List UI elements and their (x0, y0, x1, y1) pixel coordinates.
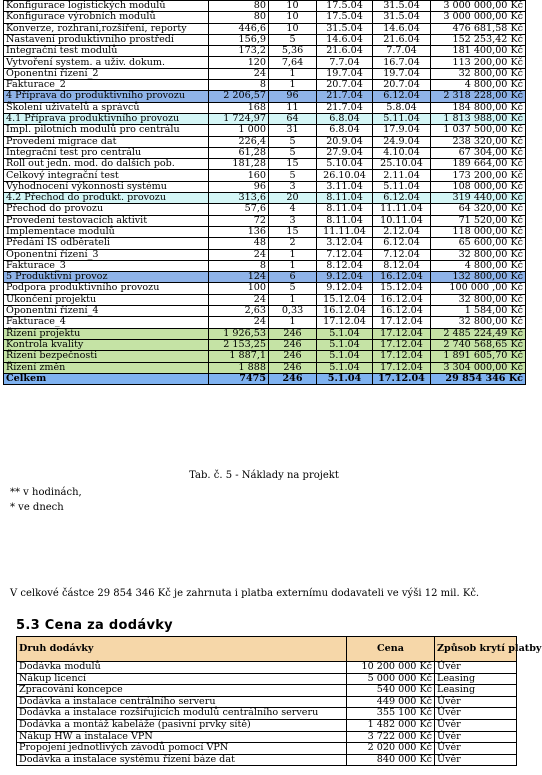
cost-cell: 4 800,00 Kč (431, 80, 526, 91)
table-row (4, 181, 526, 192)
task-name-cell: Školení uživatelů a správců (4, 102, 209, 113)
days-cell: 31 (269, 125, 317, 136)
hours-cell: 1 926,53 (209, 328, 269, 339)
days-cell: 10 (269, 12, 317, 23)
cost-cell: 2 318 228,00 Kč (431, 91, 526, 102)
start-date-cell: 27.9.04 (317, 147, 373, 158)
cost-cell: 3 000 000,00 Kč (431, 1, 526, 12)
days-cell: 3 (269, 215, 317, 226)
days-cell: 10 (269, 1, 317, 12)
days-cell: 1 (269, 260, 317, 271)
task-name-cell: Implementace modulů (4, 226, 209, 237)
hours-cell: 24 (209, 317, 269, 328)
start-date-cell: 21.7.04 (317, 91, 373, 102)
table-row (4, 238, 526, 249)
start-date-cell: 8.11.04 (317, 193, 373, 204)
end-date-cell: 19.7.04 (373, 68, 431, 79)
task-name-cell: Podpora produktivního provozu (4, 283, 209, 294)
start-date-cell: 5.1.04 (317, 339, 373, 350)
hours-cell: 48 (209, 238, 269, 249)
days-cell: 20 (269, 193, 317, 204)
supply-type-cell: Nákup HW a instalace VPN (17, 731, 347, 743)
cost-cell: 189 664,00 Kč (431, 159, 526, 170)
table-row (4, 102, 526, 113)
cost-cell: 118 000,00 Kč (431, 226, 526, 237)
payment-method-cell: Leasing (435, 673, 517, 685)
supply-price-cell: 840 000 Kč (347, 754, 435, 766)
days-cell: 5,36 (269, 46, 317, 57)
hours-cell: 124 (209, 272, 269, 283)
supply-price-cell: 10 200 000 Kč (347, 662, 435, 674)
cost-cell: 32 800,00 Kč (431, 317, 526, 328)
cost-cell: 2 485 224,49 Kč (431, 328, 526, 339)
header-supply-type: Druh dodávky (17, 637, 347, 662)
task-name-cell: 4.2 Přechod do produkt. provozu (4, 193, 209, 204)
task-name-cell: Konfigurace výrobních modulů (4, 12, 209, 23)
payment-method-cell: Úvěr (435, 731, 517, 743)
cost-cell: 1 891 605,70 Kč (431, 351, 526, 362)
task-name-cell: Provedení migrace dat (4, 136, 209, 147)
task-name-cell: Řízení změn (4, 362, 209, 373)
task-name-cell: Provedení testovacích aktivit (4, 215, 209, 226)
cost-cell: 2 740 568,65 Kč (431, 339, 526, 350)
days-cell: 246 (269, 339, 317, 350)
cost-cell: 184 800,00 Kč (431, 102, 526, 113)
start-date-cell: 14.6.04 (317, 34, 373, 45)
end-date-cell: 7.7.04 (373, 46, 431, 57)
start-date-cell: 15.12.04 (317, 294, 373, 305)
hours-cell: 1 724,97 (209, 113, 269, 124)
start-date-cell: 31.5.04 (317, 23, 373, 34)
days-cell: 0,33 (269, 306, 317, 317)
hours-cell: 226,4 (209, 136, 269, 147)
supply-header-row (17, 637, 517, 662)
start-date-cell: 5.1.04 (317, 362, 373, 373)
cost-cell: 1 037 500,00 Kč (431, 125, 526, 136)
days-cell: 1 (269, 80, 317, 91)
end-date-cell: 17.12.04 (373, 351, 431, 362)
supply-row (17, 673, 517, 685)
total-amount-paragraph: V celkové částce 29 854 346 Kč je zahrnuta i platba externímu dodavateli ve výši 12 mil. Kč. (10, 588, 480, 599)
supply-type-cell: Zpracování koncepce (17, 685, 347, 697)
start-date-cell: 9.12.04 (317, 283, 373, 294)
cost-cell: 32 800,00 Kč (431, 294, 526, 305)
days-cell: 4 (269, 204, 317, 215)
table-row (4, 159, 526, 170)
end-date-cell: 14.6.04 (373, 23, 431, 34)
task-name-cell: Oponentní řízení_2 (4, 68, 209, 79)
payment-method-cell: Úvěr (435, 708, 517, 720)
task-name-cell: Celkový integrační test (4, 170, 209, 181)
end-date-cell: 24.9.04 (373, 136, 431, 147)
supply-type-cell: Dodávka a instalace systému řízení báze dat (17, 754, 347, 766)
end-date-cell: 21.6.04 (373, 34, 431, 45)
end-date-cell: 15.12.04 (373, 283, 431, 294)
supply-row (17, 708, 517, 720)
table-caption: Tab. č. 5 - Náklady na projekt (189, 470, 339, 481)
days-cell: 246 (269, 351, 317, 362)
table-row (4, 68, 526, 79)
table-row (4, 215, 526, 226)
days-cell: 96 (269, 91, 317, 102)
table-row (4, 34, 526, 45)
supply-type-cell: Dodávka modulů (17, 662, 347, 674)
days-cell: 2 (269, 238, 317, 249)
start-date-cell: 7.7.04 (317, 57, 373, 68)
days-cell: 7,64 (269, 57, 317, 68)
table-row (4, 147, 526, 158)
cost-cell: 32 800,00 Kč (431, 249, 526, 260)
supply-type-cell: Dodávka a instalace centrálního serveru (17, 696, 347, 708)
start-date-cell: 21.7.04 (317, 102, 373, 113)
project-cost-table (3, 0, 526, 385)
days-cell: 15 (269, 159, 317, 170)
end-date-cell: 17.9.04 (373, 125, 431, 136)
start-date-cell: 5.1.04 (317, 328, 373, 339)
end-date-cell: 4.10.04 (373, 147, 431, 158)
cost-cell: 3 000 000,00 Kč (431, 12, 526, 23)
task-name-cell: Předání IS odběrateli (4, 238, 209, 249)
days-cell: 11 (269, 102, 317, 113)
cost-cell: 29 854 346 Kč (431, 373, 526, 384)
cost-cell: 64 320,00 Kč (431, 204, 526, 215)
end-date-cell: 2.11.04 (373, 170, 431, 181)
start-date-cell: 17.5.04 (317, 12, 373, 23)
end-date-cell: 25.10.04 (373, 159, 431, 170)
days-cell: 5 (269, 283, 317, 294)
table-row (4, 294, 526, 305)
table-row (4, 136, 526, 147)
table-row (4, 249, 526, 260)
days-cell: 1 (269, 317, 317, 328)
mgmt-row (4, 339, 526, 350)
phase-blue-row (4, 272, 526, 283)
supply-type-cell: Dodávka a instalace rozšiřujících modulů centrálního serveru (17, 708, 347, 720)
start-date-cell: 17.12.04 (317, 317, 373, 328)
supply-price-table (16, 636, 542, 766)
table-row (4, 12, 526, 23)
supply-row (17, 731, 517, 743)
table-row (4, 46, 526, 57)
hours-cell: 1 887,1 (209, 351, 269, 362)
task-name-cell: 5 Produktivní provoz (4, 272, 209, 283)
hours-cell: 2 153,25 (209, 339, 269, 350)
start-date-cell: 7.12.04 (317, 249, 373, 260)
start-date-cell: 6.8.04 (317, 113, 373, 124)
task-name-cell: Přechod do provozu (4, 204, 209, 215)
supply-row (17, 743, 517, 755)
supply-row (17, 685, 517, 697)
task-name-cell: Řízení projektu (4, 328, 209, 339)
supply-type-cell: Dodávka a montáž kabeláže (pasivní prvky sítě) (17, 719, 347, 731)
table-row (4, 260, 526, 271)
payment-method-cell: Leasing (435, 685, 517, 697)
hours-cell: 313,6 (209, 193, 269, 204)
task-name-cell: Fakturace_4 (4, 317, 209, 328)
supply-price-cell: 355 100 Kč (347, 708, 435, 720)
cost-cell: 71 520,00 Kč (431, 215, 526, 226)
start-date-cell: 5.10.04 (317, 159, 373, 170)
start-date-cell: 9.12.04 (317, 272, 373, 283)
supply-row (17, 719, 517, 731)
hours-cell: 1 000 (209, 125, 269, 136)
cost-cell: 181 400,00 Kč (431, 46, 526, 57)
start-date-cell: 26.10.04 (317, 170, 373, 181)
task-name-cell: Roll out jedn. mod. do dalších pob. (4, 159, 209, 170)
end-date-cell: 5.11.04 (373, 181, 431, 192)
task-name-cell: Konfigurace logistických modulů (4, 1, 209, 12)
section-heading: 5.3 Cena za dodávky (16, 618, 173, 633)
days-cell: 5 (269, 34, 317, 45)
task-name-cell: Nastavení produktivního prostředí (4, 34, 209, 45)
cost-cell: 65 600,00 Kč (431, 238, 526, 249)
start-date-cell: 17.5.04 (317, 1, 373, 12)
end-date-cell: 5.11.04 (373, 113, 431, 124)
start-date-cell: 3.11.04 (317, 181, 373, 192)
end-date-cell: 31.5.04 (373, 1, 431, 12)
hours-cell: 80 (209, 12, 269, 23)
hours-cell: 100 (209, 283, 269, 294)
hours-cell: 136 (209, 226, 269, 237)
task-name-cell: Fakturace_3 (4, 260, 209, 271)
task-name-cell: Impl. pilotních modulů pro centrálu (4, 125, 209, 136)
start-date-cell: 8.12.04 (317, 260, 373, 271)
cost-cell: 108 000,00 Kč (431, 181, 526, 192)
table-row (4, 226, 526, 237)
supply-price-cell: 3 722 000 Kč (347, 731, 435, 743)
hours-cell: 24 (209, 68, 269, 79)
supply-price-cell: 5 000 000 Kč (347, 673, 435, 685)
cost-cell: 476 681,58 Kč (431, 23, 526, 34)
cost-cell: 4 800,00 Kč (431, 260, 526, 271)
supply-price-cell: 449 000 Kč (347, 696, 435, 708)
end-date-cell: 16.12.04 (373, 306, 431, 317)
payment-method-cell: Úvěr (435, 754, 517, 766)
hours-cell: 57,6 (209, 204, 269, 215)
days-cell: 64 (269, 113, 317, 124)
start-date-cell: 16.12.04 (317, 306, 373, 317)
days-cell: 10 (269, 23, 317, 34)
end-date-cell: 6.12.04 (373, 193, 431, 204)
hours-cell: 80 (209, 1, 269, 12)
task-name-cell: Fakturace_2 (4, 80, 209, 91)
payment-method-cell: Úvěr (435, 719, 517, 731)
start-date-cell: 5.1.04 (317, 373, 373, 384)
phase-cyan-row (4, 193, 526, 204)
cost-cell: 238 320,00 Kč (431, 136, 526, 147)
mgmt-row (4, 362, 526, 373)
supply-price-cell: 2 020 000 Kč (347, 743, 435, 755)
table-row (4, 125, 526, 136)
hours-cell: 2,63 (209, 306, 269, 317)
start-date-cell: 6.8.04 (317, 125, 373, 136)
task-name-cell: Oponentní řízení_4 (4, 306, 209, 317)
supply-price-cell: 540 000 Kč (347, 685, 435, 697)
hours-cell: 1 888 (209, 362, 269, 373)
supply-price-cell: 1 482 000 Kč (347, 719, 435, 731)
end-date-cell: 7.12.04 (373, 249, 431, 260)
supply-type-cell: Nákup licencí (17, 673, 347, 685)
hours-cell: 156,9 (209, 34, 269, 45)
table-row (4, 170, 526, 181)
phase-blue-row (4, 91, 526, 102)
end-date-cell: 17.12.04 (373, 362, 431, 373)
days-cell: 5 (269, 147, 317, 158)
start-date-cell: 5.1.04 (317, 351, 373, 362)
start-date-cell: 20.7.04 (317, 80, 373, 91)
days-cell: 1 (269, 294, 317, 305)
cost-cell: 3 304 000,00 Kč (431, 362, 526, 373)
note-hours: ** v hodinách, (10, 487, 82, 498)
hours-cell: 181,28 (209, 159, 269, 170)
table-row (4, 23, 526, 34)
days-cell: 246 (269, 362, 317, 373)
cost-cell: 67 304,00 Kč (431, 147, 526, 158)
task-name-cell: 4.1 Příprava produktivního provozu (4, 113, 209, 124)
task-name-cell: Celkem (4, 373, 209, 384)
total-row (4, 373, 526, 384)
cost-cell: 319 440,00 Kč (431, 193, 526, 204)
end-date-cell: 17.12.04 (373, 328, 431, 339)
hours-cell: 168 (209, 102, 269, 113)
end-date-cell: 10.11.04 (373, 215, 431, 226)
hours-cell: 2 206,57 (209, 91, 269, 102)
hours-cell: 7475 (209, 373, 269, 384)
days-cell: 246 (269, 373, 317, 384)
cost-cell: 113 200,00 Kč (431, 57, 526, 68)
header-payment: Způsob krytí platby (435, 637, 517, 662)
start-date-cell: 21.6.04 (317, 46, 373, 57)
hours-cell: 72 (209, 215, 269, 226)
cost-cell: 32 800,00 Kč (431, 68, 526, 79)
days-cell: 15 (269, 226, 317, 237)
end-date-cell: 11.11.04 (373, 204, 431, 215)
hours-cell: 446,6 (209, 23, 269, 34)
task-name-cell: Oponentní řízení_3 (4, 249, 209, 260)
end-date-cell: 6.12.04 (373, 238, 431, 249)
task-name-cell: Řízení bezpečnosti (4, 351, 209, 362)
start-date-cell: 20.9.04 (317, 136, 373, 147)
hours-cell: 96 (209, 181, 269, 192)
cost-cell: 100 000 ,00 Kč (431, 283, 526, 294)
note-days: * ve dnech (10, 502, 64, 513)
task-name-cell: 4 Příprava do produktivního provozu (4, 91, 209, 102)
end-date-cell: 2.12.04 (373, 226, 431, 237)
cost-cell: 1 584,00 Kč (431, 306, 526, 317)
end-date-cell: 5.8.04 (373, 102, 431, 113)
end-date-cell: 17.12.04 (373, 373, 431, 384)
table-row (4, 57, 526, 68)
start-date-cell: 11.11.04 (317, 226, 373, 237)
task-name-cell: Integrační test modulů (4, 46, 209, 57)
table-row (4, 317, 526, 328)
end-date-cell: 20.7.04 (373, 80, 431, 91)
hours-cell: 120 (209, 57, 269, 68)
header-price: Cena (347, 637, 435, 662)
days-cell: 6 (269, 272, 317, 283)
days-cell: 1 (269, 68, 317, 79)
task-name-cell: Vyhodnocení výkonnosti systému (4, 181, 209, 192)
start-date-cell: 8.11.04 (317, 215, 373, 226)
end-date-cell: 31.5.04 (373, 12, 431, 23)
days-cell: 5 (269, 170, 317, 181)
supply-row (17, 662, 517, 674)
start-date-cell: 3.12.04 (317, 238, 373, 249)
hours-cell: 24 (209, 249, 269, 260)
cost-cell: 1 813 988,00 Kč (431, 113, 526, 124)
hours-cell: 8 (209, 80, 269, 91)
hours-cell: 61,28 (209, 147, 269, 158)
task-name-cell: Ukončení projektu (4, 294, 209, 305)
payment-method-cell: Úvěr (435, 662, 517, 674)
mgmt-row (4, 351, 526, 362)
days-cell: 246 (269, 328, 317, 339)
task-name-cell: Konverze, rozhraní,rozšíření, reporty (4, 23, 209, 34)
days-cell: 3 (269, 181, 317, 192)
end-date-cell: 17.12.04 (373, 339, 431, 350)
task-name-cell: Integrační test pro centrálu (4, 147, 209, 158)
task-name-cell: Vytvoření system. a uživ. dokum. (4, 57, 209, 68)
table-row (4, 283, 526, 294)
table-row (4, 80, 526, 91)
days-cell: 5 (269, 136, 317, 147)
end-date-cell: 17.12.04 (373, 317, 431, 328)
cost-cell: 132 800,00 Kč (431, 272, 526, 283)
payment-method-cell: Úvěr (435, 696, 517, 708)
end-date-cell: 16.7.04 (373, 57, 431, 68)
end-date-cell: 6.12.04 (373, 91, 431, 102)
end-date-cell: 16.12.04 (373, 272, 431, 283)
cost-cell: 173 200,00 Kč (431, 170, 526, 181)
end-date-cell: 16.12.04 (373, 294, 431, 305)
mgmt-row (4, 328, 526, 339)
days-cell: 1 (269, 249, 317, 260)
start-date-cell: 19.7.04 (317, 68, 373, 79)
hours-cell: 24 (209, 294, 269, 305)
payment-method-cell: Úvěr (435, 743, 517, 755)
supply-row (17, 754, 517, 766)
end-date-cell: 8.12.04 (373, 260, 431, 271)
hours-cell: 160 (209, 170, 269, 181)
supply-type-cell: Propojení jednotlivých závodů pomocí VPN (17, 743, 347, 755)
table-row (4, 306, 526, 317)
table-row (4, 204, 526, 215)
cost-cell: 152 253,42 Kč (431, 34, 526, 45)
hours-cell: 173,2 (209, 46, 269, 57)
start-date-cell: 8.11.04 (317, 204, 373, 215)
hours-cell: 8 (209, 260, 269, 271)
task-name-cell: Kontrola kvality (4, 339, 209, 350)
